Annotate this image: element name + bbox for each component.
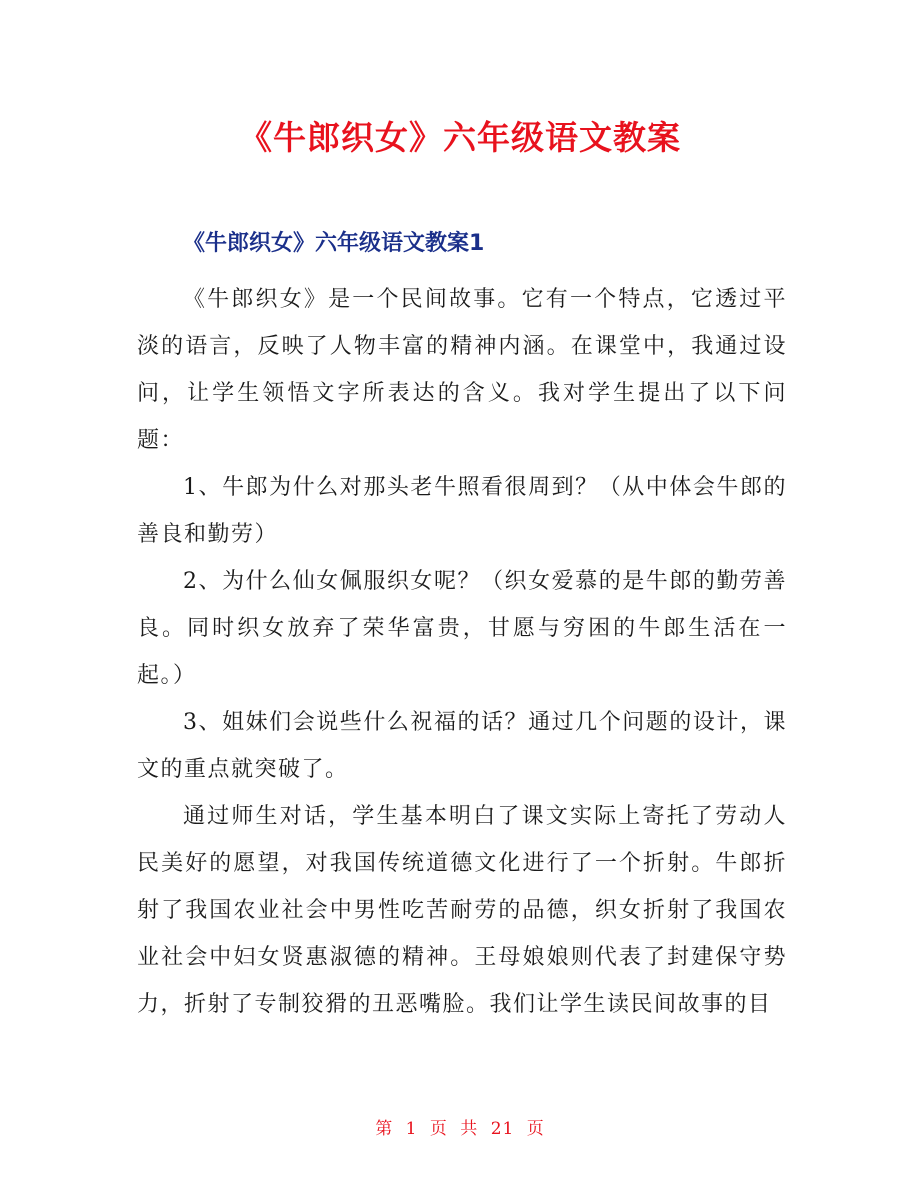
paragraph-discussion: 通过师生对话，学生基本明白了课文实际上寄托了劳动人民美好的愿望，对我国传统道德文化进行了一个折射。牛郎折射了我国农业社会中男性吃苦耐劳的品德，织女折射了我国农业社会中妇女贤惠淑德的精神。王母娘娘则代表了封建保守势力，折射了专制狡猾的丑恶嘴脸。我们让学生读民间故事的目 <box>137 804 787 1017</box>
footer-total-prefix: 共 <box>460 1119 479 1139</box>
section-heading: 《牛郎织女》六年级语文教案1 <box>183 231 485 256</box>
footer-total-pages: 21 <box>490 1119 515 1139</box>
page-footer <box>0 1114 920 1139</box>
paragraph-question-3: 3、姐妹们会说些什么祝福的话？通过几个问题的设计，课文的重点就突破了。 <box>137 710 787 782</box>
document-title: 《牛郎织女》六年级语文教案 <box>239 118 681 157</box>
paragraph-question-1: 1、牛郎为什么对那头老牛照看很周到？（从中体会牛郎的善良和勤劳） <box>137 475 787 547</box>
footer-suffix: 页 <box>526 1119 545 1139</box>
paragraph-intro: 《牛郎织女》是一个民间故事。它有一个特点，它透过平淡的语言，反映了人物丰富的精神内涵。在课堂中，我通过设问，让学生领悟文字所表达的含义。我对学生提出了以下问题： <box>137 287 787 453</box>
document-body <box>137 276 787 1028</box>
paragraph-question-2: 2、为什么仙女佩服织女呢？（织女爱慕的是牛郎的勤劳善良。同时织女放弃了荣华富贵，甘愿与穷困的牛郎生活在一起。） <box>137 569 787 688</box>
footer-prefix: 第 <box>375 1119 394 1139</box>
footer-current-page: 1 <box>405 1119 418 1139</box>
footer-page-word: 页 <box>429 1119 448 1139</box>
